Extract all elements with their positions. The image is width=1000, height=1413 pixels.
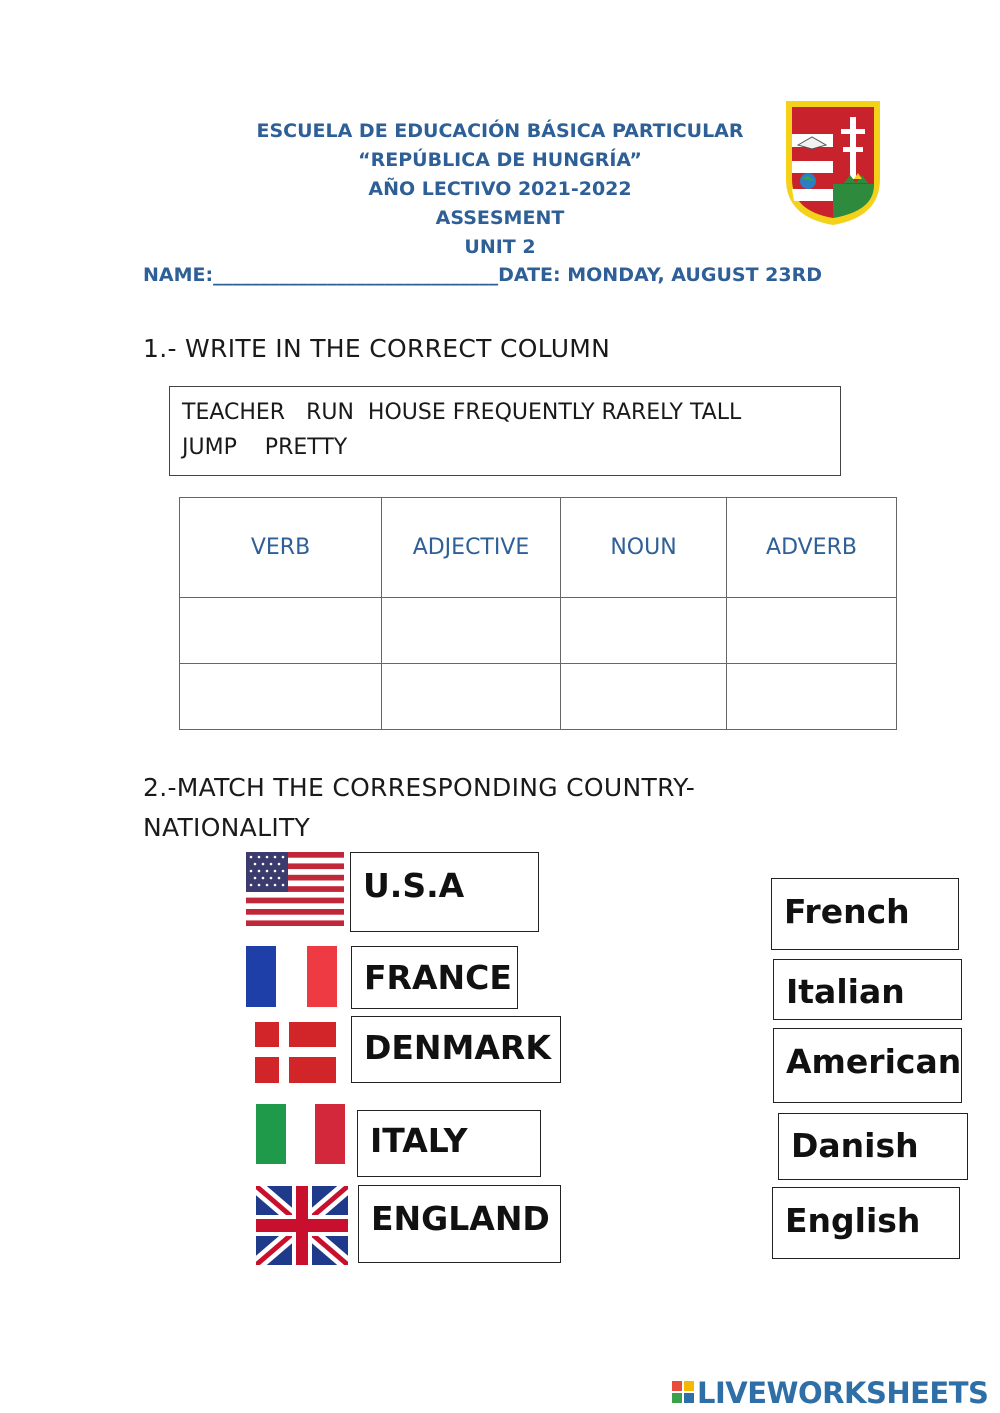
school-subtitle: “REPÚBLICA DE HUNGRÍA” [358,149,642,171]
country-box-usa[interactable]: U.S.A [350,852,539,932]
answer-cell[interactable] [561,598,727,664]
answer-cell[interactable] [180,598,382,664]
answer-cell[interactable] [727,598,897,664]
column-header-adjective: ADJECTIVE [382,498,561,598]
nationality-box-danish[interactable]: Danish [778,1113,968,1180]
liveworksheets-logo-icon [672,1381,694,1403]
column-header-noun: NOUN [561,498,727,598]
school-year: AÑO LECTIVO 2021-2022 [368,178,632,200]
answer-cell[interactable] [561,664,727,730]
question-2-title-line2: NATIONALITY [143,813,311,842]
column-header-verb: VERB [180,498,382,598]
question-2-title-line1: 2.-MATCH THE CORRESPONDING COUNTRY- [143,773,696,802]
word-bank: TEACHER RUN HOUSE FREQUENTLY RARELY TALL JUMP PRETTY [169,386,841,476]
school-name: ESCUELA DE EDUCACIÓN BÁSICA PARTICULAR [256,120,744,142]
france-flag-icon [246,946,337,1007]
answer-cell[interactable] [382,664,561,730]
assessment-title: ASSESMENT [435,207,565,229]
country-box-italy[interactable]: ITALY [357,1110,541,1177]
school-crest-logo [784,99,882,227]
italy-flag-icon [256,1104,345,1164]
unit-title: UNIT 2 [464,236,536,258]
name-date-line: NAME:______________________________DATE: MONDAY, AUGUST 23RD [143,264,822,286]
nationality-box-french[interactable]: French [771,878,959,950]
nationality-box-american[interactable]: American [773,1028,962,1103]
liveworksheets-brand: LIVEWORKSHEETS [697,1376,989,1410]
country-box-france[interactable]: FRANCE [351,946,518,1009]
country-box-england[interactable]: ENGLAND [358,1185,561,1263]
usa-flag-icon [246,852,344,926]
classification-table [179,497,897,730]
question-1-title: 1.- WRITE IN THE CORRECT COLUMN [143,334,611,363]
answer-cell[interactable] [727,664,897,730]
country-box-denmark[interactable]: DENMARK [351,1016,561,1083]
answer-cell[interactable] [382,598,561,664]
nationality-box-english[interactable]: English [772,1187,960,1259]
england-flag-icon [256,1186,348,1265]
answer-cell[interactable] [180,664,382,730]
nationality-box-italian[interactable]: Italian [773,959,962,1020]
denmark-flag-icon [255,1022,336,1083]
column-header-adverb: ADVERB [727,498,897,598]
